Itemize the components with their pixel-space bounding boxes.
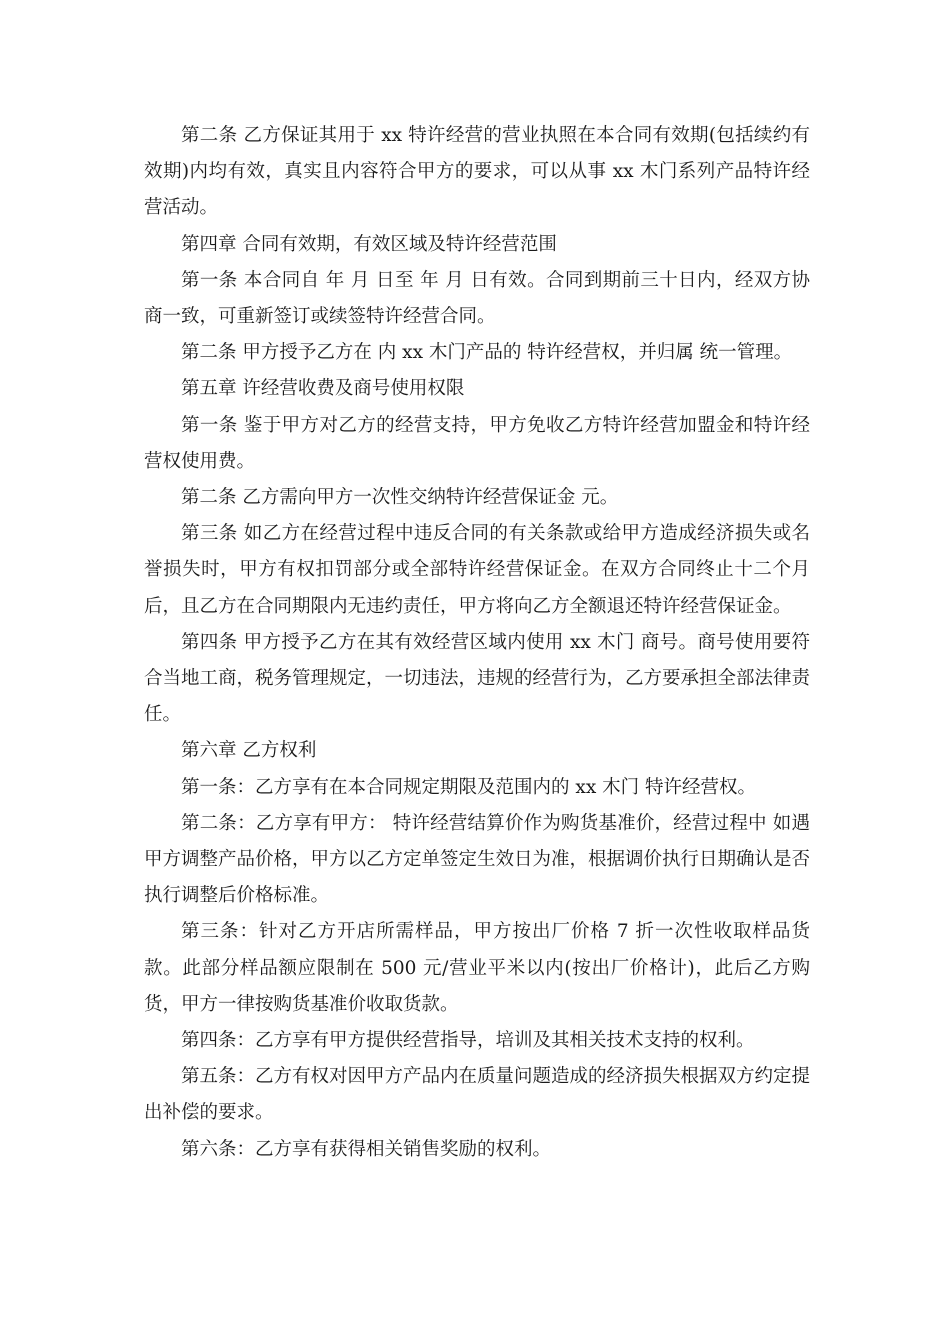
paragraph-ch6-article-4: 第四条：乙方享有甲方提供经营指导，培训及其相关技术支持的权利。: [181, 1030, 755, 1052]
paragraph-article-2-license: 第二条 乙方保证其用于 xx 特许经营的营业执照在本合同有效期(包括续约有效期)内均有效，真实且内容符合甲方的要求，可以从事 xx 木门系列产品特许经营活动。: [144, 125, 810, 219]
paragraph-ch5-article-1: 第一条 鉴于甲方对乙方的经营支持，甲方免收乙方特许经营加盟金和特许经营权使用费。: [144, 414, 810, 472]
chapter-6-heading: 第六章 乙方权利: [181, 740, 317, 762]
chapter-5-heading: 第五章 许经营收费及商号使用权限: [181, 378, 465, 400]
document-body: [144, 118, 810, 1168]
paragraph-ch5-article-4: 第四条 甲方授予乙方在其有效经营区域内使用 xx 木门 商号。商号使用要符合当地工商，税务管理规定，一切违法，违规的经营行为，乙方要承担全部法律责任。: [144, 631, 811, 726]
paragraph-ch6-article-5: 第五条：乙方有权对因甲方产品内在质量问题造成的经济损失根据双方约定提出补偿的要求。: [144, 1066, 811, 1124]
paragraph-ch5-article-3: 第三条 如乙方在经营过程中违反合同的有关条款或给甲方造成经济损失或名誉损失时，甲方有权扣罚部分或全部特许经营保证金。在双方合同终止十二个月后，且乙方在合同期限内无违约责任，甲方将向乙方全额退还特许经营保证金。: [144, 523, 810, 617]
paragraph-ch5-article-2: 第二条 乙方需向甲方一次性交纳特许经营保证金 元。: [181, 487, 619, 509]
paragraph-ch4-article-1: 第一条 本合同自 年 月 日至 年 月 日有效。合同到期前三十日内，经双方协商一致，可重新签订或续签特许经营合同。: [144, 269, 810, 328]
paragraph-ch4-article-2: 第二条 甲方授予乙方在 内 xx 木门产品的 特许经营权，并归属 统一管理。: [181, 342, 793, 364]
paragraph-ch6-article-3: 第三条：针对乙方开店所需样品，甲方按出厂价格 7 折一次性收取样品货款。此部分样品额应限制在 500 元/营业平米以内(按出厂价格计)，此后乙方购货，甲方一律按购货基准价收取货款。: [144, 921, 810, 1015]
paragraph-ch6-article-2: 第二条：乙方享有甲方： 特许经营结算价作为购货基准价，经营过程中 如遇甲方调整产品价格，甲方以乙方定单签定生效日为准，根据调价执行日期确认是否执行调整后价格标准。: [144, 812, 811, 907]
chapter-4-heading: 第四章 合同有效期，有效区域及特许经营范围: [181, 233, 557, 255]
paragraph-ch6-article-1: 第一条：乙方享有在本合同规定期限及范围内的 xx 木门 特许经营权。: [181, 776, 757, 798]
paragraph-ch6-article-6: 第六条：乙方享有获得相关销售奖励的权利。: [181, 1138, 552, 1160]
